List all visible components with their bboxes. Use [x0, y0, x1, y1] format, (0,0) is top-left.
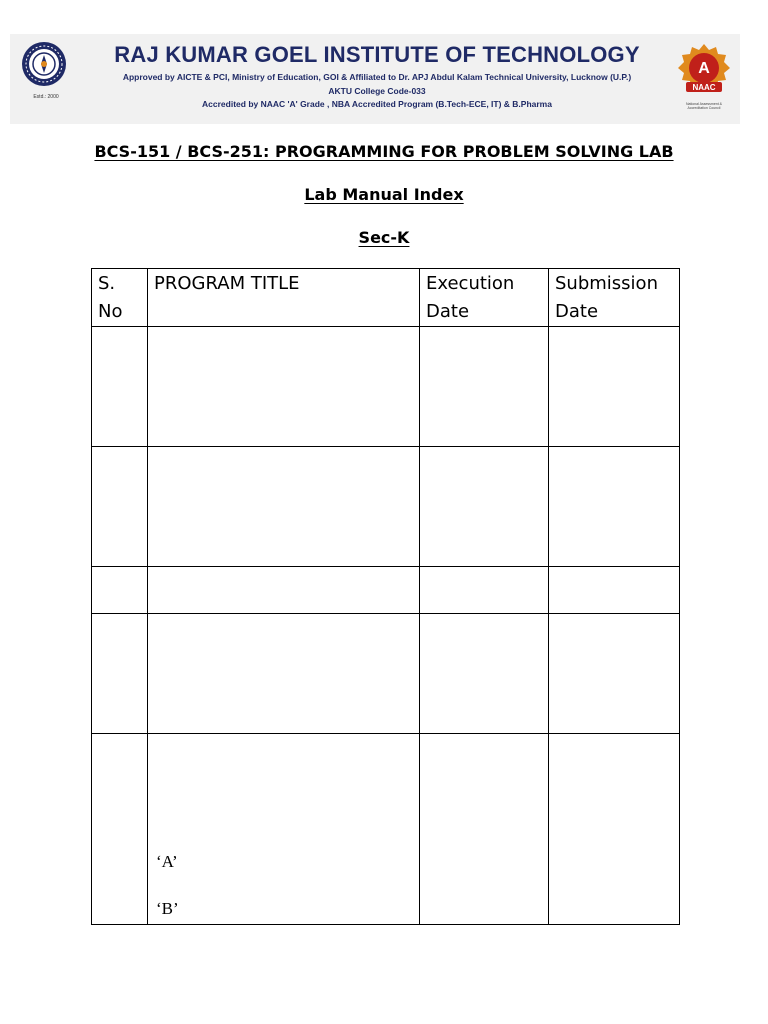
sub-item-b: ‘B’ — [156, 899, 179, 918]
cell-sno — [92, 734, 148, 925]
table-row — [92, 447, 680, 567]
header-accreditation-line: Accredited by NAAC 'A' Grade , NBA Accredited Program (B.Tech-ECE, IT) & B.Pharma — [202, 99, 552, 109]
header-program-title-label: PROGRAM TITLE — [154, 273, 300, 294]
section-title: Sec-K — [358, 228, 410, 247]
cell-submission-date — [549, 614, 680, 734]
cell-sno — [92, 614, 148, 734]
cell-program-title — [148, 447, 420, 567]
cell-program-title — [148, 614, 420, 734]
cell-program-title — [148, 567, 420, 614]
institute-name: RAJ KUMAR GOEL INSTITUTE OF TECHNOLOGY — [114, 42, 640, 67]
cell-sno — [92, 447, 148, 567]
header-sno-line2: No — [98, 301, 123, 322]
header-execution-line2: Date — [426, 301, 470, 322]
header-submission-date — [549, 269, 680, 327]
cell-submission-date — [549, 327, 680, 447]
index-title: Lab Manual Index — [304, 185, 464, 204]
header-college-code: AKTU College Code-033 — [328, 86, 426, 96]
cell-sno — [92, 567, 148, 614]
header-execution-line1: Execution — [426, 273, 515, 294]
cell-execution-date — [420, 447, 549, 567]
course-title: BCS-151 / BCS-251: PROGRAMMING FOR PROBLEM SOLVING LAB — [94, 142, 674, 161]
table-row — [92, 567, 680, 614]
header-execution-date — [420, 269, 549, 327]
cell-execution-date — [420, 567, 549, 614]
cell-execution-date — [420, 734, 549, 925]
naac-badge-icon — [676, 42, 732, 100]
naac-grade: A — [698, 60, 710, 77]
cell-execution-date — [420, 327, 549, 447]
table-row — [92, 734, 680, 925]
lab-index-table — [91, 268, 680, 925]
header-submission-line1: Submission — [555, 273, 658, 294]
table-row — [92, 327, 680, 447]
institute-logo-icon — [20, 40, 68, 88]
cell-submission-date — [549, 567, 680, 614]
header-sno — [92, 269, 148, 327]
cell-program-title — [148, 734, 420, 925]
sub-item-a: ‘A’ — [156, 852, 178, 871]
established-year: Estd.: 2000 — [33, 94, 59, 100]
header-program-title — [148, 269, 420, 327]
naac-caption: National Assessment & Accreditation Council — [686, 102, 722, 110]
naac-label: NAAC — [692, 83, 716, 92]
cell-submission-date — [549, 447, 680, 567]
cell-sno — [92, 327, 148, 447]
header-sno-line1: S. — [98, 273, 116, 294]
cell-execution-date — [420, 614, 549, 734]
header-approval-line: Approved by AICTE & PCI, Ministry of Education, GOI & Affiliated to Dr. APJ Abdul Kalam Technical University, Lucknow (U.P.) — [122, 72, 632, 82]
header-submission-line2: Date — [555, 301, 599, 322]
table-header-row — [92, 269, 680, 327]
cell-program-title — [148, 327, 420, 447]
table-row — [92, 614, 680, 734]
cell-submission-date — [549, 734, 680, 925]
